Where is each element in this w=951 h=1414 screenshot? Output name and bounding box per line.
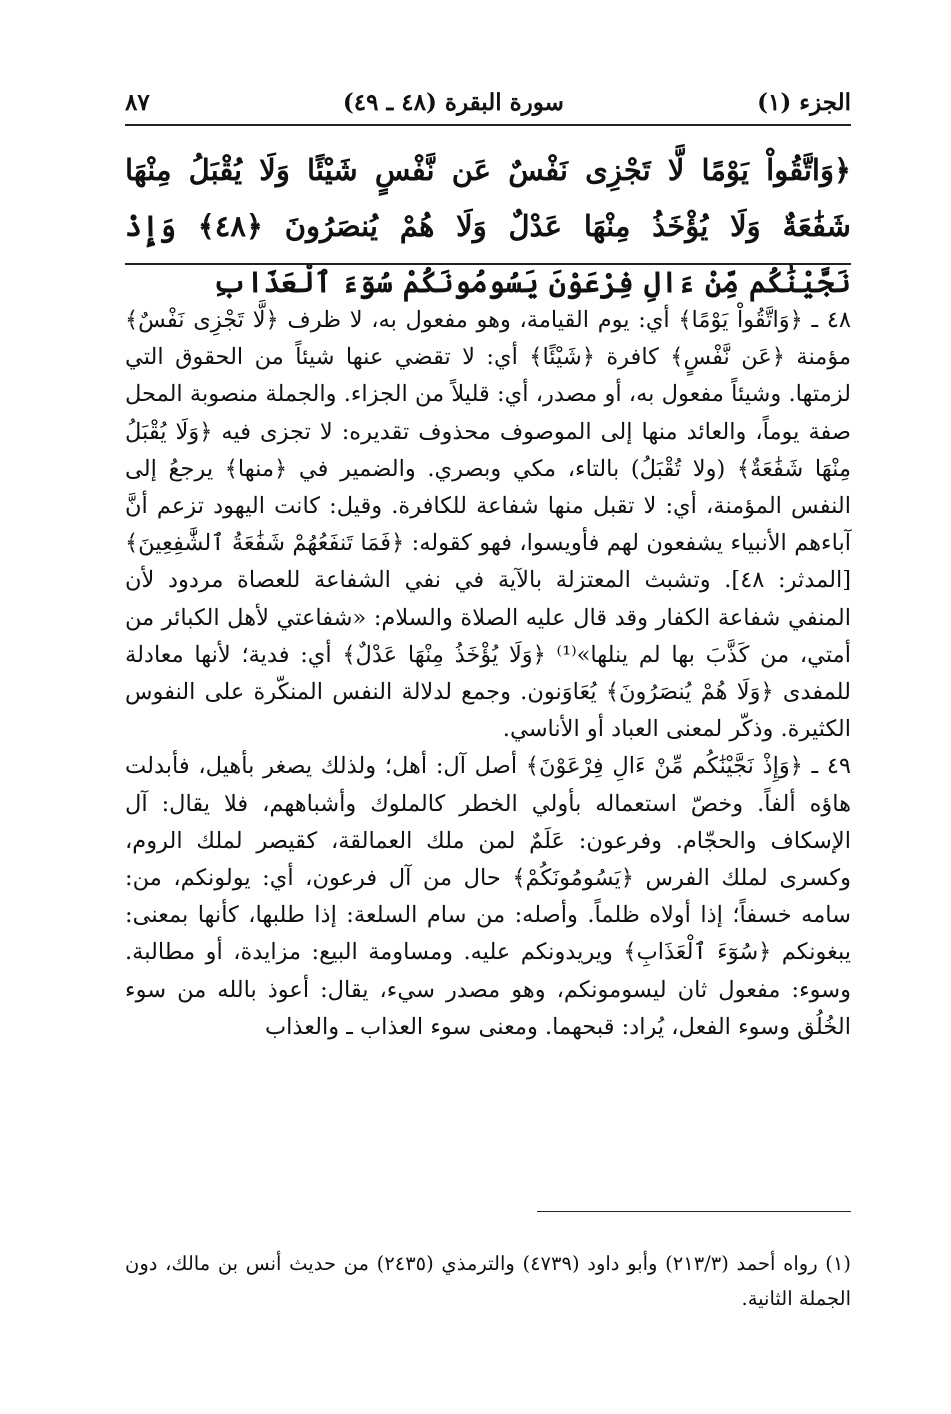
surah-title: سورة البقرة (٤٨ ـ ٤٩): [342, 88, 564, 116]
footnote-divider: [537, 1211, 851, 1212]
header-divider: [125, 124, 851, 126]
commentary-paragraph-48: ٤٨ ـ ﴿وَاتَّقُواْ يَوْمًا﴾ أي: يوم القيامة، وهو مفعول به، لا ظرف ﴿لَّا تَجْزِى نَفْسٌ﴾ مؤمنة ﴿عَن نَّفْسٍ﴾ كافرة ﴿شَيْئًا﴾ أي: لا تقضي عنها شيئاً من الحقوق التي لزمتها. وشيئاً مفعول به، أو مصدر، أي: قليلاً من الجزاء. والجملة منصوبة المحل صفة يوماً، والعائد منها إلى الموصوف محذوف تقديره: لا تجزى فيه ﴿وَلَا يُقْبَلُ مِنْهَا شَفَٰعَةٌ﴾ (ولا تُقْبَلُ) بالتاء، مكي وبصري. والضمير في ﴿منها﴾ يرجعُ إلى النفس المؤمنة، أي: لا تقبل منها شفاعة للكافرة. وقيل: كانت اليهود تزعم أنَّ آباءهم الأنبياء يشفعون لهم فأويسوا، فهو كقوله: ﴿فَمَا تَنفَعُهُمْ شَفَٰعَةُ ٱلشَّٰفِعِينَ﴾ [المدثر: ٤٨]. وتشبث المعتزلة بالآية في نفي الشفاعة للعصاة مردود لأن المنفي شفاعة الكفار وقد قال عليه الصلاة والسلام: «شفاعتي لأهل الكبائر من أمتي، من كَذَّبَ بها لم ينلها»⁽¹⁾ ﴿وَلَا يُؤْخَذُ مِنْهَا عَدْلٌ﴾ أي: فدية؛ لأنها معادلة للمفدى ﴿وَلَا هُمْ يُنصَرُونَ﴾ يُعَاوَنون. وجمع لدلالة النفس المنكّرة على النفوس الكثيرة. وذكّر لمعنى العباد أو الأناسي.: [125, 307, 851, 743]
quran-verse: ﴿وَاتَّقُواْ يَوْمًا لَّا تَجْزِى نَفْسٌ عَن نَّفْسٍ شَيْئًا وَلَا يُقْبَلُ مِنْهَا شَفَٰعَةٌ وَلَا يُؤْخَذُ مِنْهَا عَدْلٌ وَلَا هُمْ يُنصَرُونَ ﴿٤٨﴾ وَإِذْ نَجَّيْنَٰكُم مِّنْ ءَالِ فِرْعَوْنَ يَسُومُونَكُمْ سُوٓءَ ٱلْعَذَابِ: [125, 153, 851, 299]
commentary-body: [125, 302, 851, 1046]
footnote: (١) رواه أحمد (٢١٣/٣) وأبو داود (٤٧٣٩) والترمذي (٢٤٣٥) من حديث أنس بن مالك، دون الجملة الثانية.: [125, 1252, 851, 1310]
verse-divider: [125, 263, 851, 265]
page-header: [125, 82, 851, 122]
page-number: ٨٧: [125, 88, 150, 116]
commentary-paragraph-49: ٤٩ ـ ﴿وَإِذْ نَجَّيْنَٰكُم مِّنْ ءَالِ فِرْعَوْنَ﴾ أصل آل: أهل؛ ولذلك يصغر بأهيل، فأبدلت هاؤه ألفاً. وخصّ استعماله بأولي الخطر كالملوك وأشباههم، فلا يقال: آل الإسكاف والحجّام. وفرعون: عَلَمٌ لمن ملك العمالقة، كقيصر لملك الروم، وكسرى لملك الفرس ﴿يَسُومُونَكُمْ﴾ حال من آل فرعون، أي: يولونكم، من: سامه خسفاً؛ إذا أولاه ظلماً. وأصله: من سام السلعة: إذا طلبها، كأنها بمعنى: يبغونكم ﴿سُوٓءَ ٱلْعَذَابِ﴾ ويريدونكم عليه. ومساومة البيع: مزايدة، أو مطالبة. وسوء: مفعول ثان ليسومونكم، وهو مصدر سيء، يقال: أعوذ بالله من سوء الخُلُق وسوء الفعل، يُراد: قبحهما. ومعنى سوء العذاب ـ والعذاب: [125, 753, 851, 1040]
part-label: الجزء (١): [757, 88, 851, 116]
